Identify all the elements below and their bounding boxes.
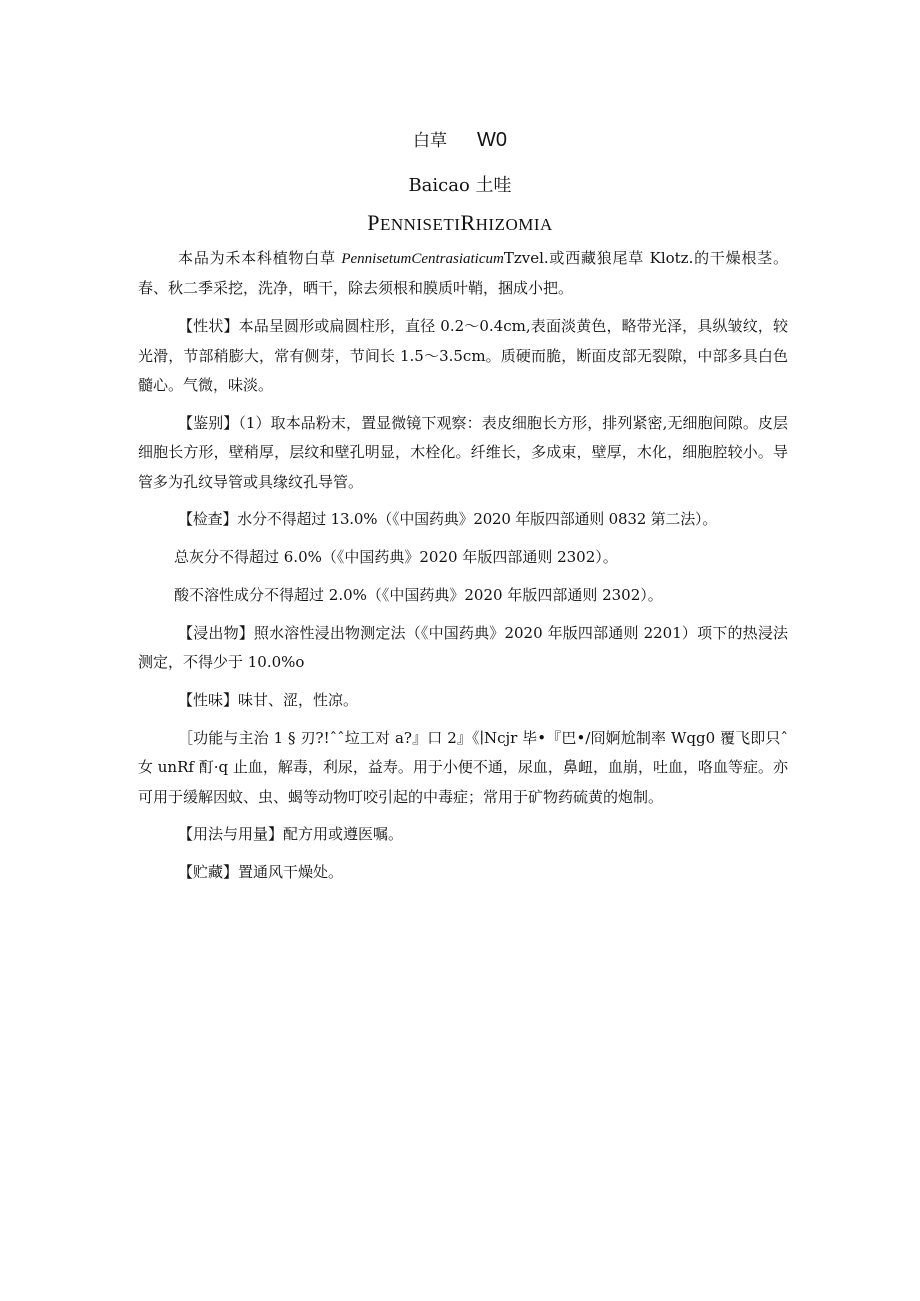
monograph-body [138,244,788,896]
identification-paragraph: 【鉴别】（1）取本品粉末，置显微镜下观察：表皮细胞长方形，排列紧密,无细胞间隙。皮层细胞长方形，壁稍厚，层纹和壁孔明显，木栓化。纤维长，多成束，壁厚，木化，细胞腔较小。导管多为孔纹导管或具缘纹孔导管。 [138,413,788,491]
title-chinese: 白草 [413,131,447,151]
title-pinyin: Baicao 土哇 [408,175,512,196]
latin-species-name: PennisetumCentrasiaticum [341,251,504,267]
function-paragraph: ［功能与主治 1 § 刃?!ˆˆ垃工对 a?』口 2』《∣Ncjr 毕•『巴•/冏婀尬制率 Wqg0 覆飞即只ˆ女 unRf 酊·q 止血，解毒，利尿，益寿。用于小便不通，尿血，鼻衄，血崩，吐血，咯血等症。亦可用于缓解因蚊、虫、蝎等动物叮咬引起的中毒症；常用于矿物药硫黄的炮制。 [138,728,788,806]
character-paragraph: 【性状】本品呈圆形或扁圆柱形，直径 0.2～0.4cm,表面淡黄色，略带光泽，具纵皱纹，较光滑，节部稍膨大，常有侧芽，节间长 1.5～3.5cm。质硬而脆，断面皮部无裂隙，中部多具白色髓心。气微，味淡。 [138,317,788,395]
usage-paragraph: 【用法与用量】配方用或遵医嘱。 [178,825,404,844]
taste-paragraph: 【性味】味甘、涩，性凉。 [178,691,359,710]
check-water-paragraph: 【检查】水分不得超过 13.0%（《中国药典》2020 年版四部通则 0832 第二法）。 [178,510,718,529]
check-acid-ash-paragraph: 酸不溶性成分不得超过 2.0%（《中国药典》2020 年版四部通则 2302）。 [174,586,663,605]
storage-paragraph: 【贮藏】置通风干燥处。 [178,863,344,882]
title-code: W0 [477,129,507,151]
check-ash-paragraph: 总灰分不得超过 6.0%（《中国药典》2020 年版四部通则 2302）。 [174,548,618,567]
title-heading [0,126,920,155]
source-paragraph: 本品为禾本科植物白草 PennisetumCentrasiaticumTzvel.或西藏狼尾草 Klotz.的干燥根茎。春、秋二季采挖，洗净，晒干，除去须根和膜质叶鞘，捆成小把。 [138,249,788,298]
title-latin: PENNISETIRHIZOMIA [367,210,553,235]
extract-paragraph: 【浸出物】照水溶性浸出物测定法（《中国药典》2020 年版四部通则 2201）项下的热浸法测定，不得少于 10.0%o [138,623,788,672]
